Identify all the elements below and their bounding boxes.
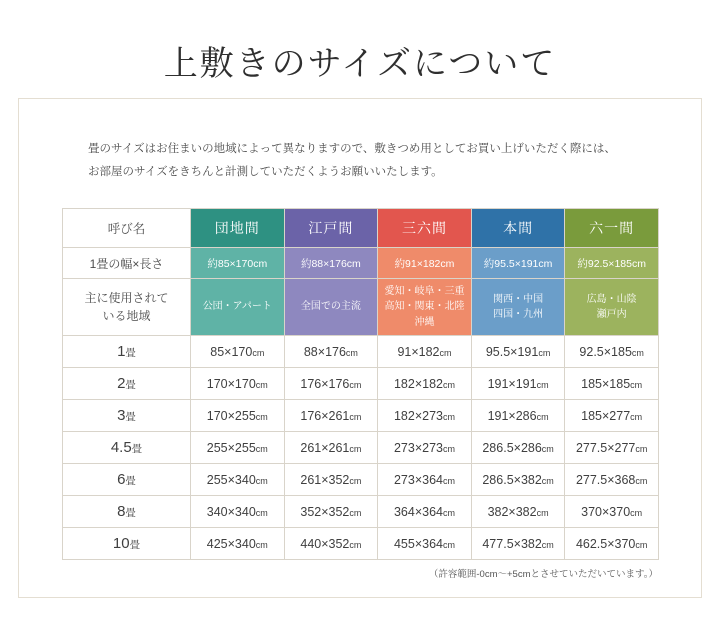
row-label-unit: 畳	[125, 379, 136, 391]
size-cell: 261×261cm	[284, 432, 378, 464]
cell-unit: cm	[442, 507, 455, 518]
page-title: 上敷きのサイズについて	[163, 46, 557, 83]
column-header-rokuichima: 六一間	[565, 209, 659, 248]
table-row	[63, 336, 659, 368]
cell-unit: cm	[252, 347, 265, 358]
tolerance-note: （許容範囲-0cm～+5cmとさせていただいています。）	[428, 569, 658, 580]
cell-unit: cm	[630, 507, 643, 518]
cell-unit: cm	[255, 411, 268, 422]
size-cell: 455×364cm	[378, 528, 472, 560]
row-label: 8畳	[63, 496, 191, 528]
size-cell: 92.5×185cm	[565, 336, 659, 368]
size-cell: 182×273cm	[378, 400, 472, 432]
size-cell: 370×370cm	[565, 496, 659, 528]
unit-size-danchima: 約85×170cm	[191, 248, 285, 279]
cell-unit: cm	[349, 539, 362, 550]
table-row	[63, 432, 659, 464]
size-cell: 382×382cm	[471, 496, 565, 528]
column-header-danchima: 団地間	[191, 209, 285, 248]
cell-unit: cm	[349, 379, 362, 390]
cell-unit: cm	[255, 507, 268, 518]
size-cell: 88×176cm	[284, 336, 378, 368]
size-cell: 91×182cm	[378, 336, 472, 368]
row-label-unit: 畳	[131, 443, 143, 455]
size-cell: 176×176cm	[284, 368, 378, 400]
cell-unit: cm	[349, 475, 362, 486]
size-cell: 286.5×286cm	[471, 432, 565, 464]
size-cell: 277.5×368cm	[565, 464, 659, 496]
cell-unit: cm	[349, 507, 362, 518]
table-header-row	[63, 209, 659, 248]
unit-size-row	[63, 248, 659, 279]
size-cell: 85×170cm	[191, 336, 285, 368]
tatami-size-table	[62, 208, 659, 560]
size-cell: 277.5×277cm	[565, 432, 659, 464]
table-row	[63, 528, 659, 560]
size-cell: 95.5×191cm	[471, 336, 565, 368]
cell-unit: cm	[635, 475, 648, 486]
size-cell: 170×170cm	[191, 368, 285, 400]
unit-size-honma: 約95.5×191cm	[471, 248, 565, 279]
row-label: 6畳	[63, 464, 191, 496]
row-label: 2畳	[63, 368, 191, 400]
cell-unit: cm	[541, 539, 554, 550]
size-cell: 191×191cm	[471, 368, 565, 400]
region-sanrokuma: 愛知・岐阜・三重 高知・関東・北陸 沖縄	[378, 279, 472, 336]
column-header-edoma: 江戸間	[284, 209, 378, 248]
size-cell: 191×286cm	[471, 400, 565, 432]
cell-unit: cm	[536, 411, 549, 422]
size-cell: 477.5×382cm	[471, 528, 565, 560]
cell-unit: cm	[255, 443, 268, 454]
cell-unit: cm	[439, 347, 452, 358]
size-cell: 440×352cm	[284, 528, 378, 560]
cell-unit: cm	[442, 443, 455, 454]
size-cell: 170×255cm	[191, 400, 285, 432]
unit-size-sanrokuma: 約91×182cm	[378, 248, 472, 279]
size-cell: 425×340cm	[191, 528, 285, 560]
row-header-region: 主に使用されて いる地域	[63, 279, 191, 336]
cell-unit: cm	[635, 443, 648, 454]
size-cell: 340×340cm	[191, 496, 285, 528]
size-cell: 273×364cm	[378, 464, 472, 496]
cell-unit: cm	[442, 475, 455, 486]
row-label-unit: 畳	[125, 347, 136, 359]
region-danchima: 公団・アパート	[191, 279, 285, 336]
lead-line-1: 畳のサイズはお住まいの地域によって異なりますので、敷きつめ用としてお買い上げいただく際には、	[88, 143, 616, 155]
column-header-honma: 本間	[471, 209, 565, 248]
lead-text	[88, 138, 648, 184]
cell-unit: cm	[635, 539, 648, 550]
row-header-name: 呼び名	[63, 209, 191, 248]
row-label-unit: 畳	[125, 475, 136, 487]
cell-unit: cm	[255, 475, 268, 486]
row-label: 10畳	[63, 528, 191, 560]
table-row	[63, 400, 659, 432]
region-row	[63, 279, 659, 336]
cell-unit: cm	[255, 379, 268, 390]
size-cell: 352×352cm	[284, 496, 378, 528]
size-cell: 185×277cm	[565, 400, 659, 432]
cell-unit: cm	[541, 443, 554, 454]
region-rokuichima: 広島・山陰 瀬戸内	[565, 279, 659, 336]
cell-unit: cm	[630, 379, 643, 390]
row-label: 3畳	[63, 400, 191, 432]
cell-unit: cm	[631, 347, 644, 358]
cell-unit: cm	[442, 411, 455, 422]
table-row	[63, 464, 659, 496]
cell-unit: cm	[541, 475, 554, 486]
cell-unit: cm	[255, 539, 268, 550]
row-label-unit: 畳	[125, 507, 136, 519]
size-cell: 462.5×370cm	[565, 528, 659, 560]
size-cell: 255×255cm	[191, 432, 285, 464]
size-cell: 261×352cm	[284, 464, 378, 496]
table-body	[63, 336, 659, 560]
region-honma: 関西・中国 四国・九州	[471, 279, 565, 336]
row-label: 4.5畳	[63, 432, 191, 464]
region-edoma: 全国での主流	[284, 279, 378, 336]
cell-unit: cm	[345, 347, 358, 358]
row-label-unit: 畳	[129, 539, 141, 551]
size-cell: 182×182cm	[378, 368, 472, 400]
row-header-unit-size: 1畳の幅×長さ	[63, 248, 191, 279]
column-header-sanrokuma: 三六間	[378, 209, 472, 248]
cell-unit: cm	[630, 411, 643, 422]
cell-unit: cm	[442, 379, 455, 390]
cell-unit: cm	[349, 443, 362, 454]
unit-size-rokuichima: 約92.5×185cm	[565, 248, 659, 279]
row-label-unit: 畳	[125, 411, 136, 423]
unit-size-edoma: 約88×176cm	[284, 248, 378, 279]
row-label: 1畳	[63, 336, 191, 368]
size-cell: 185×185cm	[565, 368, 659, 400]
cell-unit: cm	[442, 539, 455, 550]
cell-unit: cm	[349, 411, 362, 422]
size-cell: 273×273cm	[378, 432, 472, 464]
table-row	[63, 368, 659, 400]
size-cell: 286.5×382cm	[471, 464, 565, 496]
cell-unit: cm	[536, 507, 549, 518]
size-cell: 364×364cm	[378, 496, 472, 528]
cell-unit: cm	[538, 347, 551, 358]
size-cell: 176×261cm	[284, 400, 378, 432]
table-row	[63, 496, 659, 528]
cell-unit: cm	[536, 379, 549, 390]
lead-line-2: お部屋のサイズをきちんと計測していただくようお願いいたします。	[88, 166, 443, 178]
size-cell: 255×340cm	[191, 464, 285, 496]
